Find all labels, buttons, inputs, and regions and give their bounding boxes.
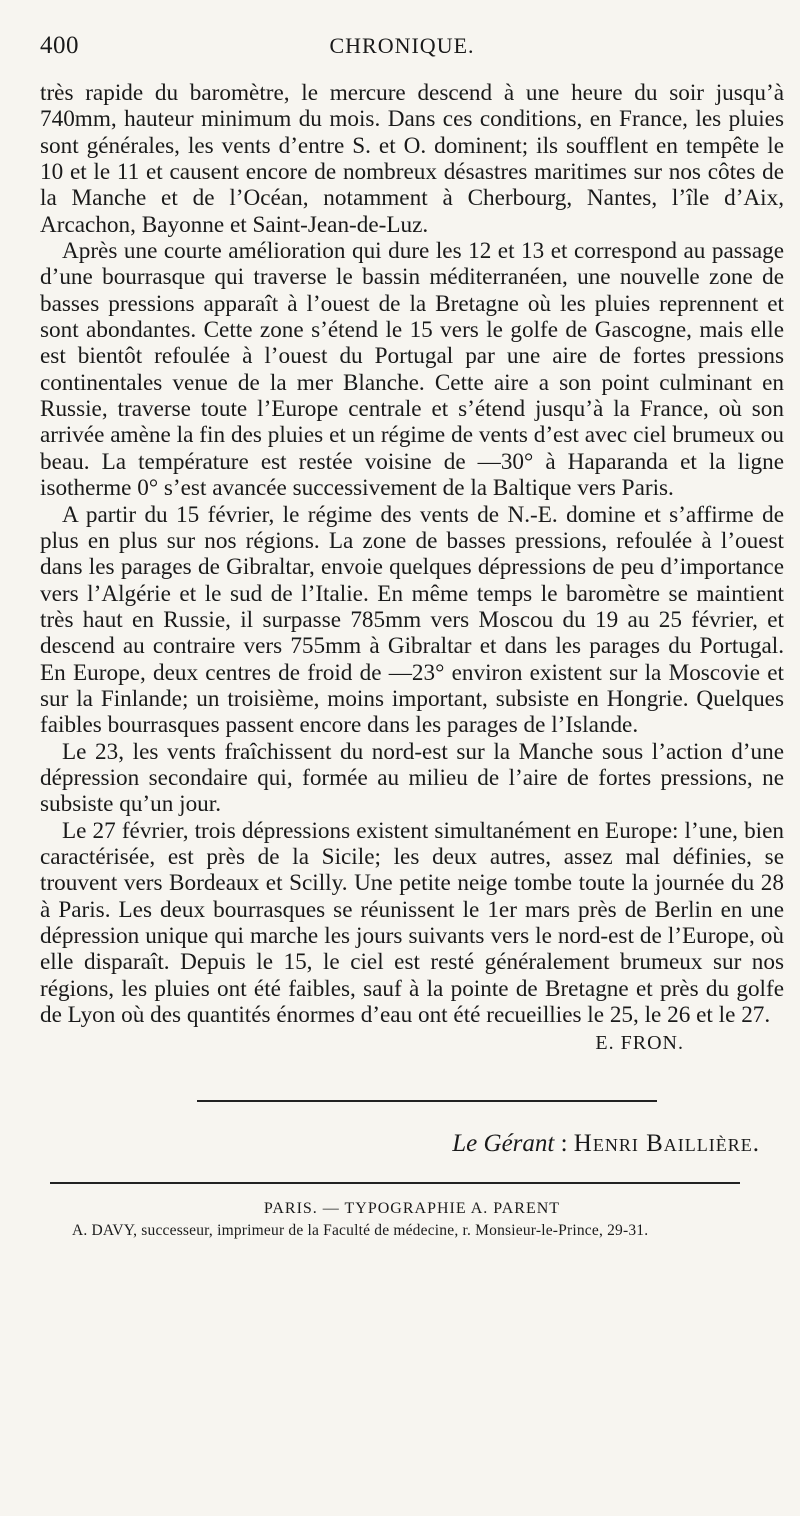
printer-line-1: PARIS. — TYPOGRAPHIE A. PARENT bbox=[263, 1200, 561, 1218]
paragraph-4: Le 23, les vents fraîchissent du nord-est sur la Manche sous l’action d’une dépression secondaire qui, formée au milieu de l’aire de fortes pressions, ne subsiste qu’un jour. bbox=[40, 738, 784, 818]
paragraph-3: A partir du 15 février, le régime des vents de N.-E. domine et s’affirme de plus en plus sur nos régions. La zone de basses pressions, refoulée à l’ouest dans les parages de Gibraltar, envoie quelques dépressions de peu d’importance vers l’Algérie et le sud de l’Italie. En même temps le baromètre se maintient très haut en Russie, il surpasse 785mm vers Moscou du 19 au 25 février, et descend au contraire vers 755mm à Gibraltar et dans les parages du Portugal. En Europe, deux centres de froid de —23° environ existent sur la Moscovie et sur la Finlande; un troisième, moins important, subsiste en Hongrie. Quelques faibles bourrasques passent encore dans les parages de l’Islande. bbox=[40, 501, 784, 739]
running-title: CHRONIQUE. bbox=[329, 33, 475, 58]
author-signature: E. FRON. bbox=[595, 1032, 684, 1055]
page bbox=[40, 32, 784, 1240]
gerant-name: Henri Baillière. bbox=[573, 1130, 760, 1158]
paragraph-5: Le 27 février, trois dépressions existent simultanément en Europe: l’une, bien caractérisée, est près de la Sicile; les deux autres, assez mal définies, se trouvent vers Bordeaux et Scilly. Une petite neige tombe toute la journée du 28 à Paris. Les deux bourrasques se réunissent le 1er mars près de Berlin en une dépression unique qui marche les jours suivants vers le nord-est de l’Europe, où elle disparaît. Depuis le 15, le ciel est resté généralement brumeux sur nos régions, les pluies ont été faibles, sauf à la pointe de Bretagne et près du golfe de Lyon où des quantités énormes d’eau ont été recueillies le 25, le 26 et le 27. bbox=[40, 817, 784, 1029]
section-divider bbox=[40, 1100, 784, 1102]
gerant-line bbox=[40, 1130, 784, 1158]
page-header bbox=[40, 32, 784, 72]
gerant-separator: : bbox=[554, 1130, 574, 1158]
gerant-label: Le Gérant bbox=[452, 1130, 555, 1158]
paragraph-2: Après une courte amélioration qui dure les 12 et 13 et correspond au passage d’une bourrasque qui traverse le bassin méditerranéen, une nouvelle zone de basses pressions apparaît à l’ouest de la Bretagne où les pluies reprennent et sont abondantes. Cette zone s’étend le 15 vers le golfe de Gascogne, mais elle est bientôt refoulée à l’ouest du Portugal par une aire de fortes pressions continentales venue de la mer Blanche. Cette aire a son point culminant en Russie, traverse toute l’Europe centrale et s’étend jusqu’à la France, où son arrivée amène la fin des pluies et un régime de vents d’est avec ciel brumeux ou beau. La température est restée voisine de —30° à Haparanda et la ligne isotherme 0° s’est avancée successivement de la Baltique vers Paris. bbox=[40, 238, 784, 502]
divider-rule bbox=[197, 1100, 657, 1102]
page-number: 400 bbox=[40, 32, 79, 59]
paragraph-1: très rapide du baromètre, le mercure descend à une heure du soir jusqu’à 740mm, hauteur minimum du mois. Dans ces conditions, en France, les pluies sont générales, les vents d’entre S. et O. dominent; ils soufflent en tempête le 10 et le 11 et causent encore de nombreux désastres maritimes sur nos côtes de la Manche et de l’Océan, notamment à Cherbourg, Nantes, l’île d’Aix, Arcachon, Bayonne et Saint-Jean-de-Luz. bbox=[40, 80, 784, 238]
footer-rule bbox=[50, 1182, 740, 1184]
printer-line-2: A. DAVY, successeur, imprimeur de la Faculté de médecine, r. Monsieur-le-Prince, 29-31. bbox=[72, 1222, 649, 1240]
article-body bbox=[40, 80, 784, 1028]
